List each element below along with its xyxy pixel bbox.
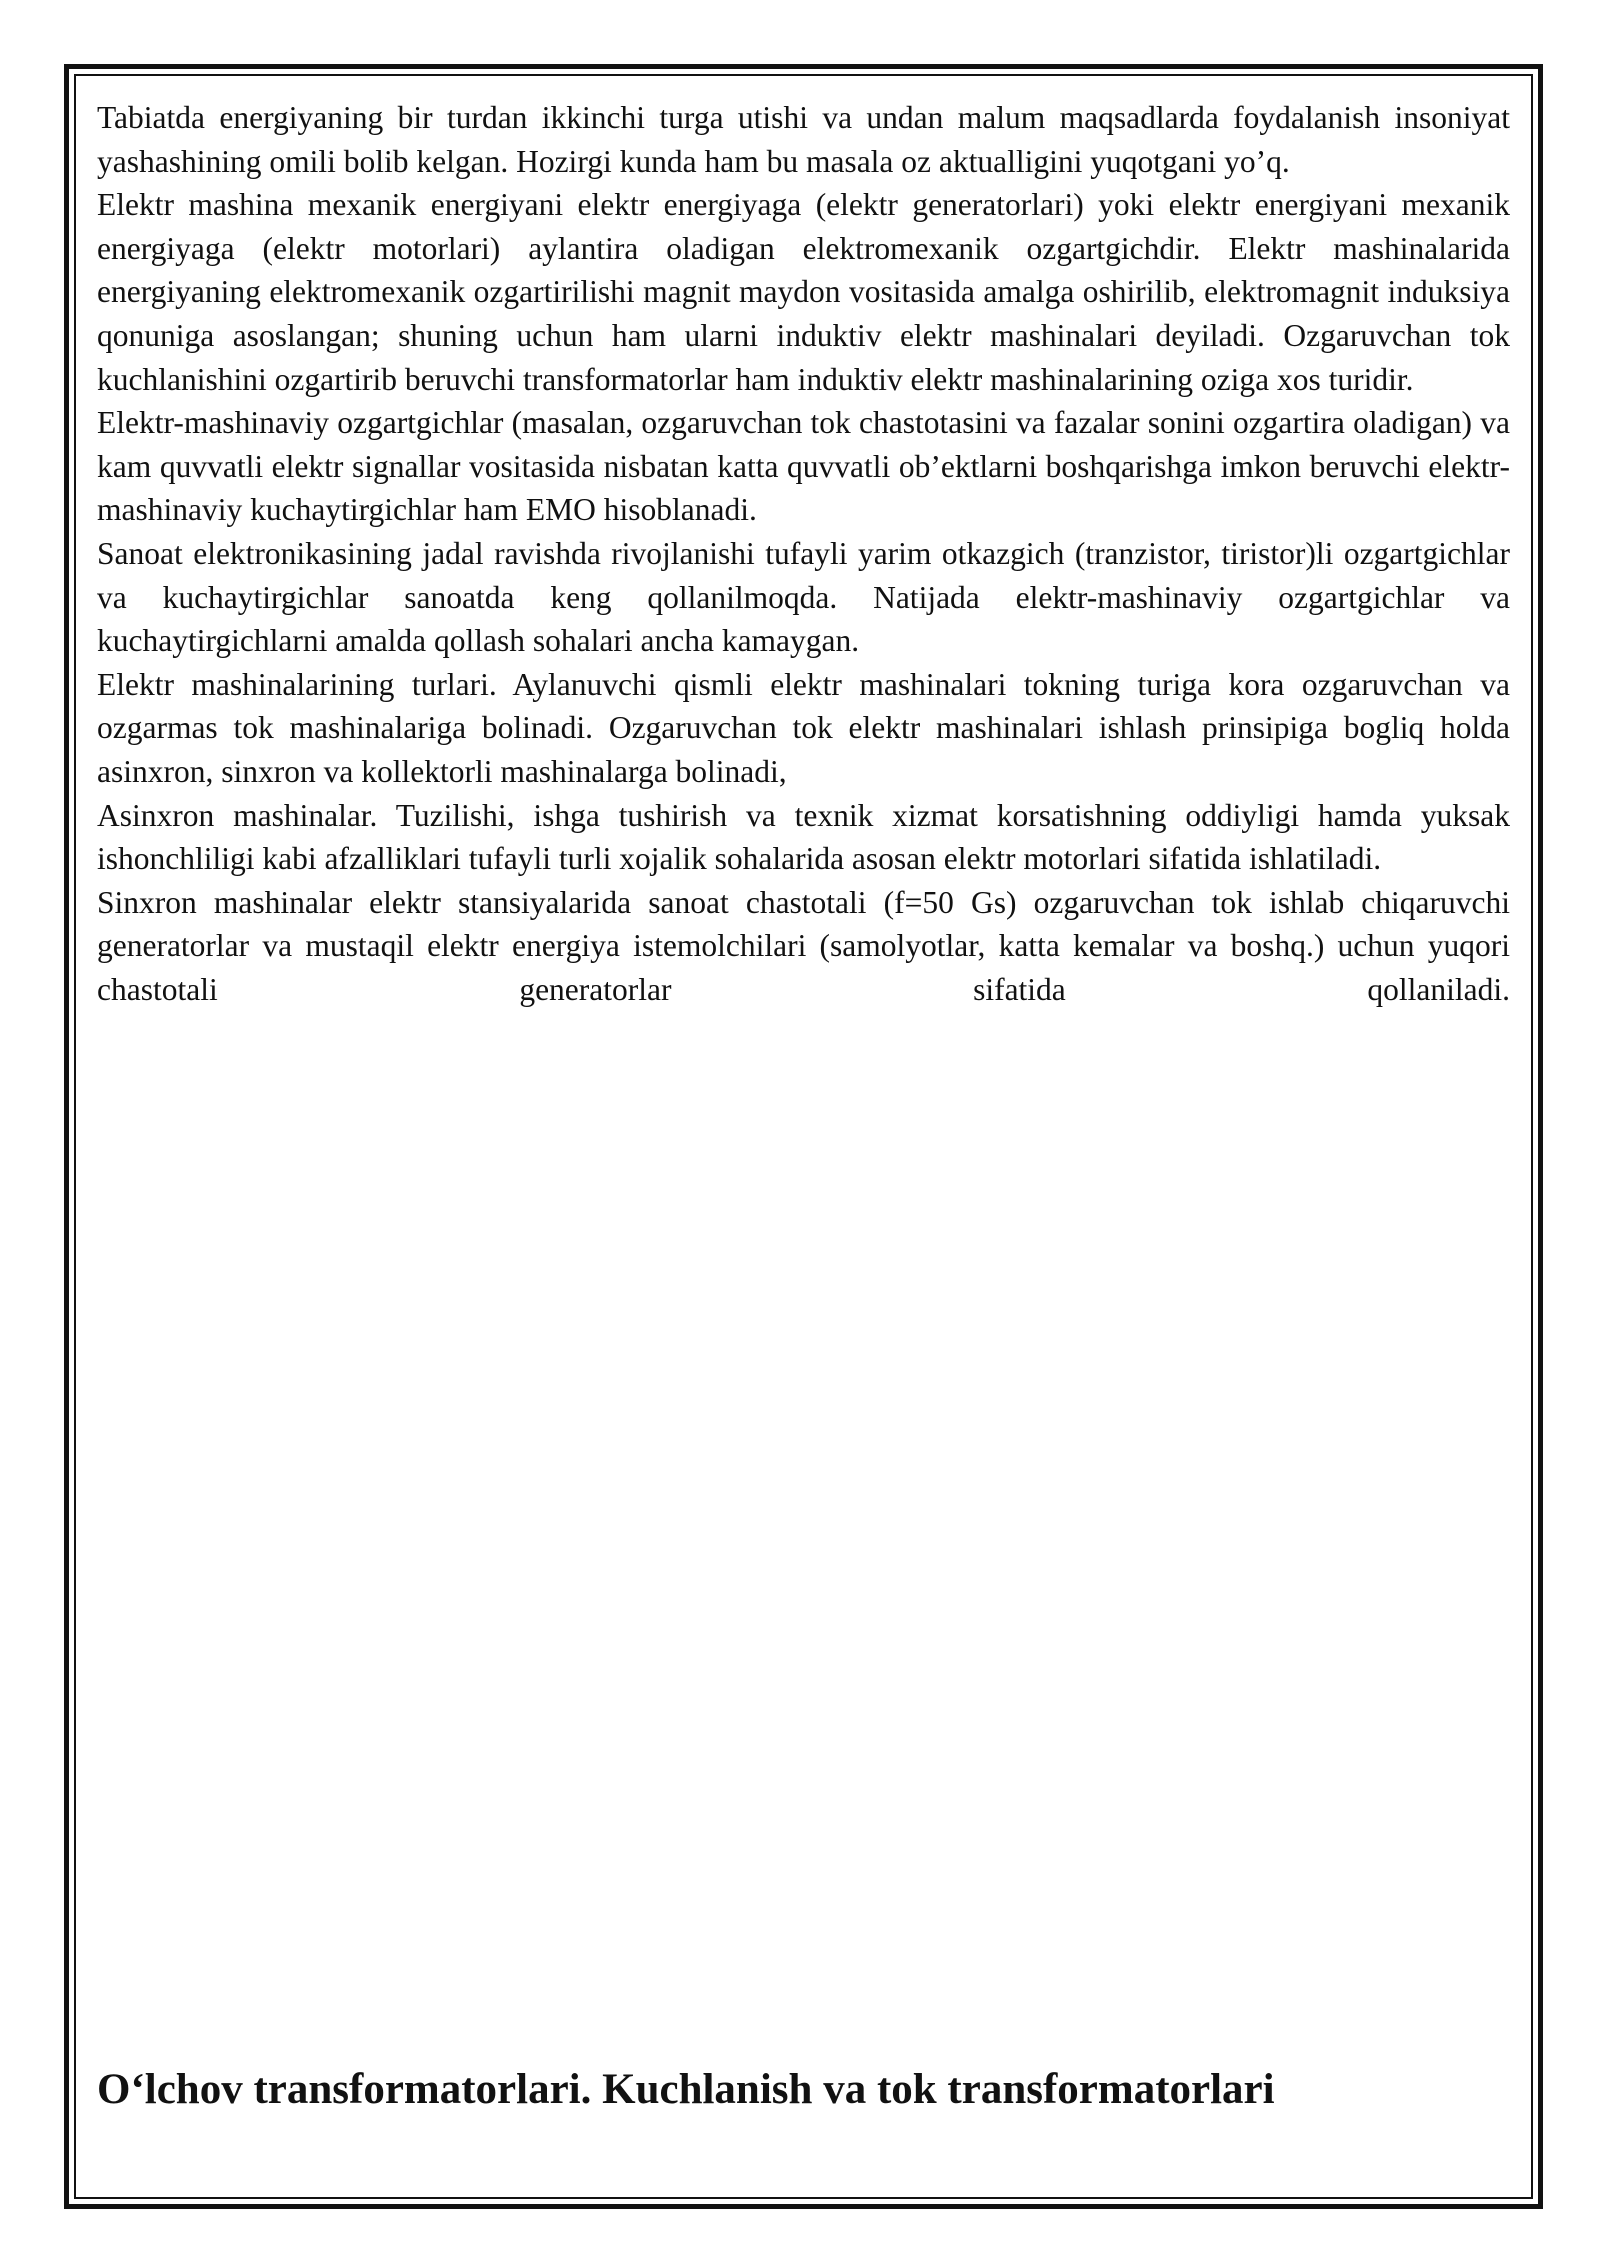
paragraph-intro: Tabiatda energiyaning bir turdan ikkinchi turga utishi va undan malum maqsadlarda foydalanish insoniyat yashashining omili bolib kelgan. Hozirgi kunda ham bu masala oz aktualligini yuqotgani yo’q. <box>97 100 1510 179</box>
paragraph-machine-types: Elektr mashinalarining turlari. Aylanuvchi qismli elektr mashinalari tokning turiga kora ozgaruvchan va ozgarmas tok mashinalariga bolinadi. Ozgaruvchan tok elektr mashinalari ishlash prinsipiga bogliq holda asinxron, sinxron va kollektorli mashinalarga bolinadi, <box>97 666 1510 789</box>
paragraph-converters: Elektr-mashinaviy ozgartgichlar (masalan, ozgaruvchan tok chastotasini va fazalar sonini ozgartira oladigan) va kam quvvatli elektr signallar vositasida nisbatan katta quvvatli ob’ektlarni boshqarishga imkon beruvchi elektr-mashinaviy kuchaytirgichlar ham EMO hisoblanadi. <box>97 405 1510 528</box>
paragraph-electric-machine: Elektr mashina mexanik energiyani elektr energiyaga (elektr generatorlari) yoki elektr energiyani mexanik energiyaga (elektr motorlari) aylantira oladigan elektromexanik ozgartgichdir. Elektr mashinalarida energiyaning elektromexanik ozgartirilishi magnit maydon vositasida amalga oshirilib, elektromagnit induksiya qonuniga asoslangan; shuning uchun ham ularni induktiv elektr mashinalari deyiladi. Ozgaruvchan tok kuchlanishini ozgartirib beruvchi transformatorlar ham induktiv elektr mashinalarining oziga xos turidir. <box>97 187 1510 397</box>
paragraph-synchronous: Sinxron mashinalar elektr stansiyalarida sanoat chastotali (f=50 Gs) ozgaruvchan tok ishlab chiqaruvchi generatorlar va mustaqil elektr energiya istemolchilari (samolyotlar, katta kemalar va boshq.) uchun yuqori chastotali generatorlar sifatida qollaniladi. <box>97 884 1510 1007</box>
paragraph-asynchronous: Asinxron mashinalar. Tuzilishi, ishga tushirish va texnik xizmat korsatishning oddiyligi hamda yuksak ishonchliligi kabi afzalliklari tufayli turli xojalik sohalarida asosan elektr motorlari sifatida ishlatiladi. <box>97 797 1510 877</box>
paragraph-electronics: Sanoat elektronikasining jadal ravishda rivojlanishi tufayli yarim otkazgich (tranzistor, tiristor)li ozgartgichlar va kuchaytirgichlar sanoatda keng qollanilmoqda. Natijada elektr-mashinaviy ozgartgichlar va kuchaytirgichlarni amalda qollash sohalari ancha kamaygan. <box>97 535 1510 659</box>
section-heading: O‘lchov transformatorlari. Kuchlanish va tok transformatorlari <box>97 2066 1275 2113</box>
document-body <box>97 96 1510 1011</box>
